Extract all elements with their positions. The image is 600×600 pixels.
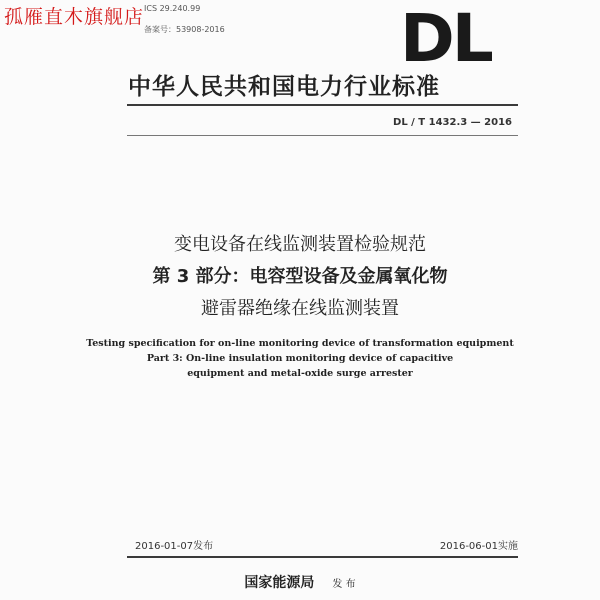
english-title-line-1: Testing specification for on-line monitoring device of transformation equipment: [86, 338, 514, 349]
store-watermark: 孤雁直木旗舰店: [4, 6, 145, 28]
publish-date: 2016-01-07发布: [135, 541, 214, 552]
standard-title: 中华人民共和国电力行业标准: [128, 74, 440, 100]
chinese-title-line-1: 变电设备在线监测装置检验规范: [174, 234, 426, 255]
publisher-line: [0, 572, 600, 592]
top-divider: [127, 104, 518, 106]
english-title-line-3: equipment and metal-oxide surge arrester: [187, 368, 413, 379]
dl-logo: DL: [400, 0, 491, 77]
publish-label: 发 布: [332, 579, 356, 590]
bottom-divider: [127, 556, 518, 558]
effective-date: 2016-06-01实施: [439, 541, 518, 552]
chinese-title-line-3: 避雷器绝缘在线监测装置: [201, 298, 399, 319]
english-title-line-2: Part 3: On-line insulation monitoring device of capacitive: [146, 353, 454, 364]
publisher-name: 国家能源局: [244, 575, 315, 591]
standard-code: DL / T 1432.3 — 2016: [393, 117, 512, 128]
middle-divider: [127, 135, 518, 136]
record-number: 备案号：53908-2016: [144, 25, 225, 34]
chinese-title-line-2: 第 3 部分：电容型设备及金属氧化物: [152, 266, 448, 287]
ics-code: ICS 29.240.99: [144, 4, 201, 13]
